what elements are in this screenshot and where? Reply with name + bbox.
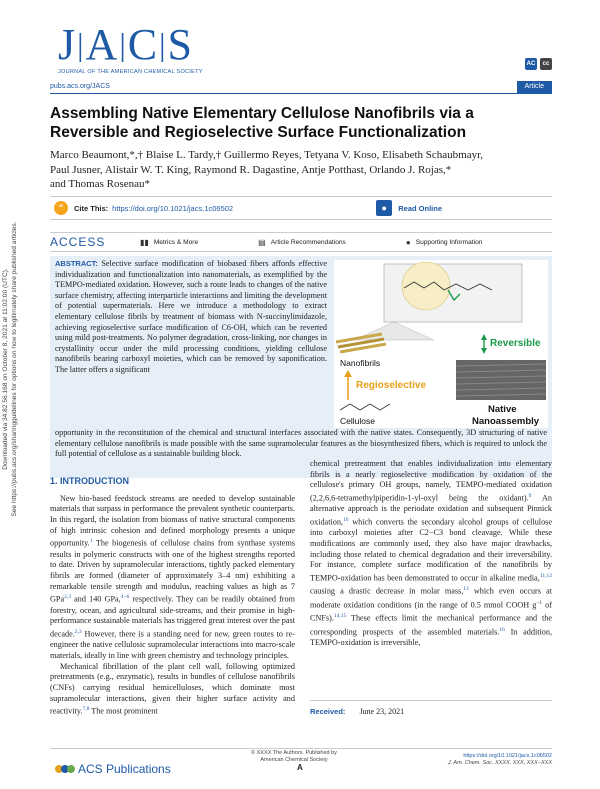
toc-label-regioselective: Regioselective (356, 380, 427, 391)
intro-c2-h: In addition, TEMPO-oxidation is irreversible, (310, 627, 553, 647)
intro-column-1 (50, 474, 295, 718)
toc-label-native: Native (488, 404, 517, 415)
journal-logo[interactable] (58, 22, 203, 75)
cite-doi-link[interactable]: https://doi.org/10.1021/jacs.1c06502 (112, 203, 234, 213)
ref-link[interactable]: 9 (528, 492, 532, 499)
regioselective-arrow-head (344, 370, 352, 377)
article-title: Assembling Native Elementary Cellulose Nanofibrils via a Reversible and Regioselective Surface Functionalization (50, 105, 474, 141)
footer-divider (50, 748, 552, 749)
access-bar (50, 232, 552, 252)
reversible-arrow-tail (481, 348, 487, 354)
toc-graphic (334, 260, 548, 428)
intro-p1-c: and 140 GPa, (70, 595, 121, 605)
ref-link[interactable]: 16 (499, 626, 505, 633)
copyright-line1: © XXXX The Authors. Published by (251, 750, 337, 756)
abstract-heading: ABSTRACT: (55, 259, 98, 268)
ref-link[interactable]: 11,12 (539, 573, 552, 580)
footer-citation (420, 753, 552, 767)
ref-link[interactable]: 2,3 (74, 629, 82, 635)
intro-p1-d: respectively. They can be readily obtained from forestry, ocean, and agricultural side-streams, and their promise in high-performance sustainable materials has triggered great interest over the past decade. (50, 595, 295, 639)
read-online-label: Read Online (398, 203, 442, 213)
journal-subtitle: JOURNAL OF THE AMERICAN CHEMICAL SOCIETY (58, 69, 203, 75)
globe-icon: ● (376, 200, 392, 216)
abstract-text (55, 259, 327, 376)
intro-p2-b: The most prominent (89, 707, 158, 717)
cellulose-chain (340, 404, 390, 410)
journal-url-link[interactable]: pubs.acs.org/JACS (50, 83, 110, 90)
page-number: A (297, 763, 303, 772)
metrics-button[interactable] (140, 238, 198, 247)
acs-publications-logo[interactable] (55, 762, 171, 776)
recommendations-label: Article Recommendations (270, 238, 346, 246)
download-note (1, 199, 19, 539)
highlight-circle (402, 262, 450, 310)
toc-label-reversible: Reversible (490, 338, 541, 349)
journal-header-bar (50, 80, 552, 94)
footer-journal-citation: J. Am. Chem. Soc. XXXX, XXX, XXX−XXX (447, 760, 552, 766)
cite-icon: " (54, 201, 68, 215)
access-label: ACCESS (50, 235, 106, 249)
open-access-badges (525, 58, 552, 70)
cc-by-icon: cc (540, 58, 552, 70)
received-label: Received: (310, 707, 346, 716)
cite-bar (50, 196, 552, 220)
intro-c2-f: of CNFs). (310, 600, 552, 623)
article-type-badge: Article (517, 81, 552, 93)
ref-link[interactable]: 1 (89, 538, 93, 545)
ref-link[interactable]: 4−6 (120, 594, 130, 601)
ref-link[interactable]: 13 (463, 586, 469, 593)
intro-paragraph-3 (310, 459, 552, 649)
download-note-line1: Downloaded via 34.82.56.168 on October 8, 2021 at 11:02:00 (UTC). (2, 268, 9, 470)
intro-paragraph-1 (50, 494, 295, 662)
footer-doi-link[interactable]: https://doi.org/10.1021/jacs.1c06502 (463, 753, 552, 759)
toc-label-nanofibrils: Nanofibrils (340, 358, 381, 368)
ref-link[interactable]: 7,8 (82, 706, 90, 713)
recommendations-button[interactable] (258, 238, 346, 247)
received-date (310, 700, 552, 716)
reversible-arrow-head (481, 334, 487, 340)
intro-c2-e: which even occurs at moderate oxidation conditions (in the range of 0.5 mmol COOH g (310, 587, 552, 610)
authors-line-2[interactable]: Paul Jusner, Alistair W. T. King, Raymond R. Dagastine, Antje Potthast, Orlando J. Rojas,* (50, 163, 452, 176)
intro-c2-d: causing a drastic decrease in molar mass, (310, 587, 464, 597)
intro-p2-a: Mechanical fibrillation of the plant cell wall, following optimized pretreatments (e.g., enzymatic), results in bundles of cellulose nanofibrils (CNFs) carrying residual hemicelluloses, which dominate most supramolecular interactions, given their higher surface activity and reactivity. (50, 661, 295, 717)
toc-graphic-svg (334, 260, 548, 428)
read-online-button[interactable] (376, 200, 442, 216)
download-note-line2: See https://pubs.acs.org/sharingguidelines for options on how to legitimately share published articles. (11, 221, 18, 517)
ref-link[interactable]: 10 (342, 517, 349, 524)
intro-c2-c: which converts the secondary alcohol groups of cellulose into carboxyl moieties after C2−C3 bond cleavage. While these modifications are commonly used, they also have major drawbacks, including those related to chemical degradation and their irreversibility. For instance, complete surface modification of the nanofibrils by TEMPO-oxidation has been demonstrated to occur in alkaline media, (310, 517, 552, 583)
intro-c2-g: These effects limit the mechanical performance and the corresponding prospects of the assembled materials. (310, 613, 552, 637)
bar-chart-icon: ▮▮ (140, 237, 149, 247)
supporting-info-label: Supporting Information (415, 238, 483, 246)
authors-line-1[interactable]: Marco Beaumont,*,† Blaise L. Tardy,† Guillermo Reyes, Tetyana V. Koso, Elisabeth Schaubmayr, (50, 149, 484, 161)
acs-authorchoice-icon: AC (525, 58, 537, 70)
toc-label-nanoassembly: Nanoassembly (472, 416, 540, 427)
intro-column-2 (310, 459, 552, 649)
info-circle-icon: ● (405, 237, 411, 247)
journal-logo-text: J|A|C|S (58, 20, 194, 69)
intro-c2-b: An alternative approach is the periodate oxidation and subsequent Pinnick oxidation, (310, 493, 552, 527)
unit-superscript: −1 (536, 599, 543, 606)
copyright-line2: American Chemical Society (260, 757, 328, 763)
authors-line-3[interactable]: and Thomas Rosenau* (50, 178, 151, 190)
cite-label: Cite This: (74, 203, 109, 213)
intro-p1-a: New bio-based feedstock streams are needed to develop sustainable materials that surpass in performance the prevalent synthetic counterparts. In this regard, the isolation from biomass of native structural components of high intrinsic cohesion and defined morphology presents a unique opportunity. (50, 493, 295, 549)
intro-paragraph-2 (50, 662, 295, 718)
intro-p1-b: The biogenesis of cellulose chains from synthase systems results in polymeric constructs with one of the highest strengths reported to date. Driven by supramolecular interactions, tightly packed elementary fibrils are formed (diameter of approximately 3–4 nm) exhibiting a remarkable tensile strength and modulus, reaching values as high as 7 GPa (50, 539, 295, 605)
ref-link[interactable]: 14,15 (333, 613, 347, 620)
abstract-body-full: opportunity in the reconstitution of the chemical and structural interfaces associated with the native states. Consequently, 3D structuring of native elementary cellulose nanofibrils is made possible with the same supramolecular features as the biosynthesized fibers, which is required to unlock the full potential of cellulose as a sustainable building block. (55, 428, 547, 459)
copyright-notice (214, 750, 374, 764)
toc-label-cellulose: Cellulose (340, 416, 375, 426)
supporting-info-button[interactable] (406, 238, 483, 247)
author-list (50, 148, 550, 192)
acs-publications-label: ACS Publications (78, 762, 171, 776)
metrics-label: Metrics & More (153, 238, 199, 246)
ref-link[interactable]: 2,3 (64, 594, 71, 601)
intro-p1-e: However, there is a standing need for new, green routes to re-engineer the native cellulosic supramolecular interactions into macro-scale materials, ideally in line with green chemistry and technology principles. (50, 629, 295, 661)
acs-logo-icon (55, 765, 73, 773)
received-value: June 23, 2021 (359, 707, 405, 716)
abstract-body-wrap: Selective surface modification of biobased fibers affords effective individualization and functionalization into nanomaterials, as exemplified by the TEMPO-mediated oxidation. However, such a route leads to changes of the native surface chemistry, affecting interparticle interactions and limiting the development of potential supermaterials. Here we introduce a methodology to extract elementary cellulose fibrils by treatment of biomass with N-succinylimidazole, achieving regioselective surface modification of C6-OH, which can be reverted using mild post-treatments. No polymer degradation, cross-linking, nor changes in crystallinity occur under the mild processing conditions, yielding cellulose nanofibrils bearing carboxyl moieties, which can be removed by saponification. The latter offers a significant (55, 259, 327, 374)
intro-heading: 1. INTRODUCTION (50, 476, 130, 486)
document-icon: ▤ (258, 237, 266, 247)
intro-c2-a: chemical pretreatment that enables individualization into elementary fibrils is a nearly regioselective modification by oxidation of the cellulose's primary OH groups, namely, TEMPO-mediated oxidation (2,2,6,6-tetramethylpiperidin-1-yl-oxyl being the oxidant). (310, 459, 552, 503)
